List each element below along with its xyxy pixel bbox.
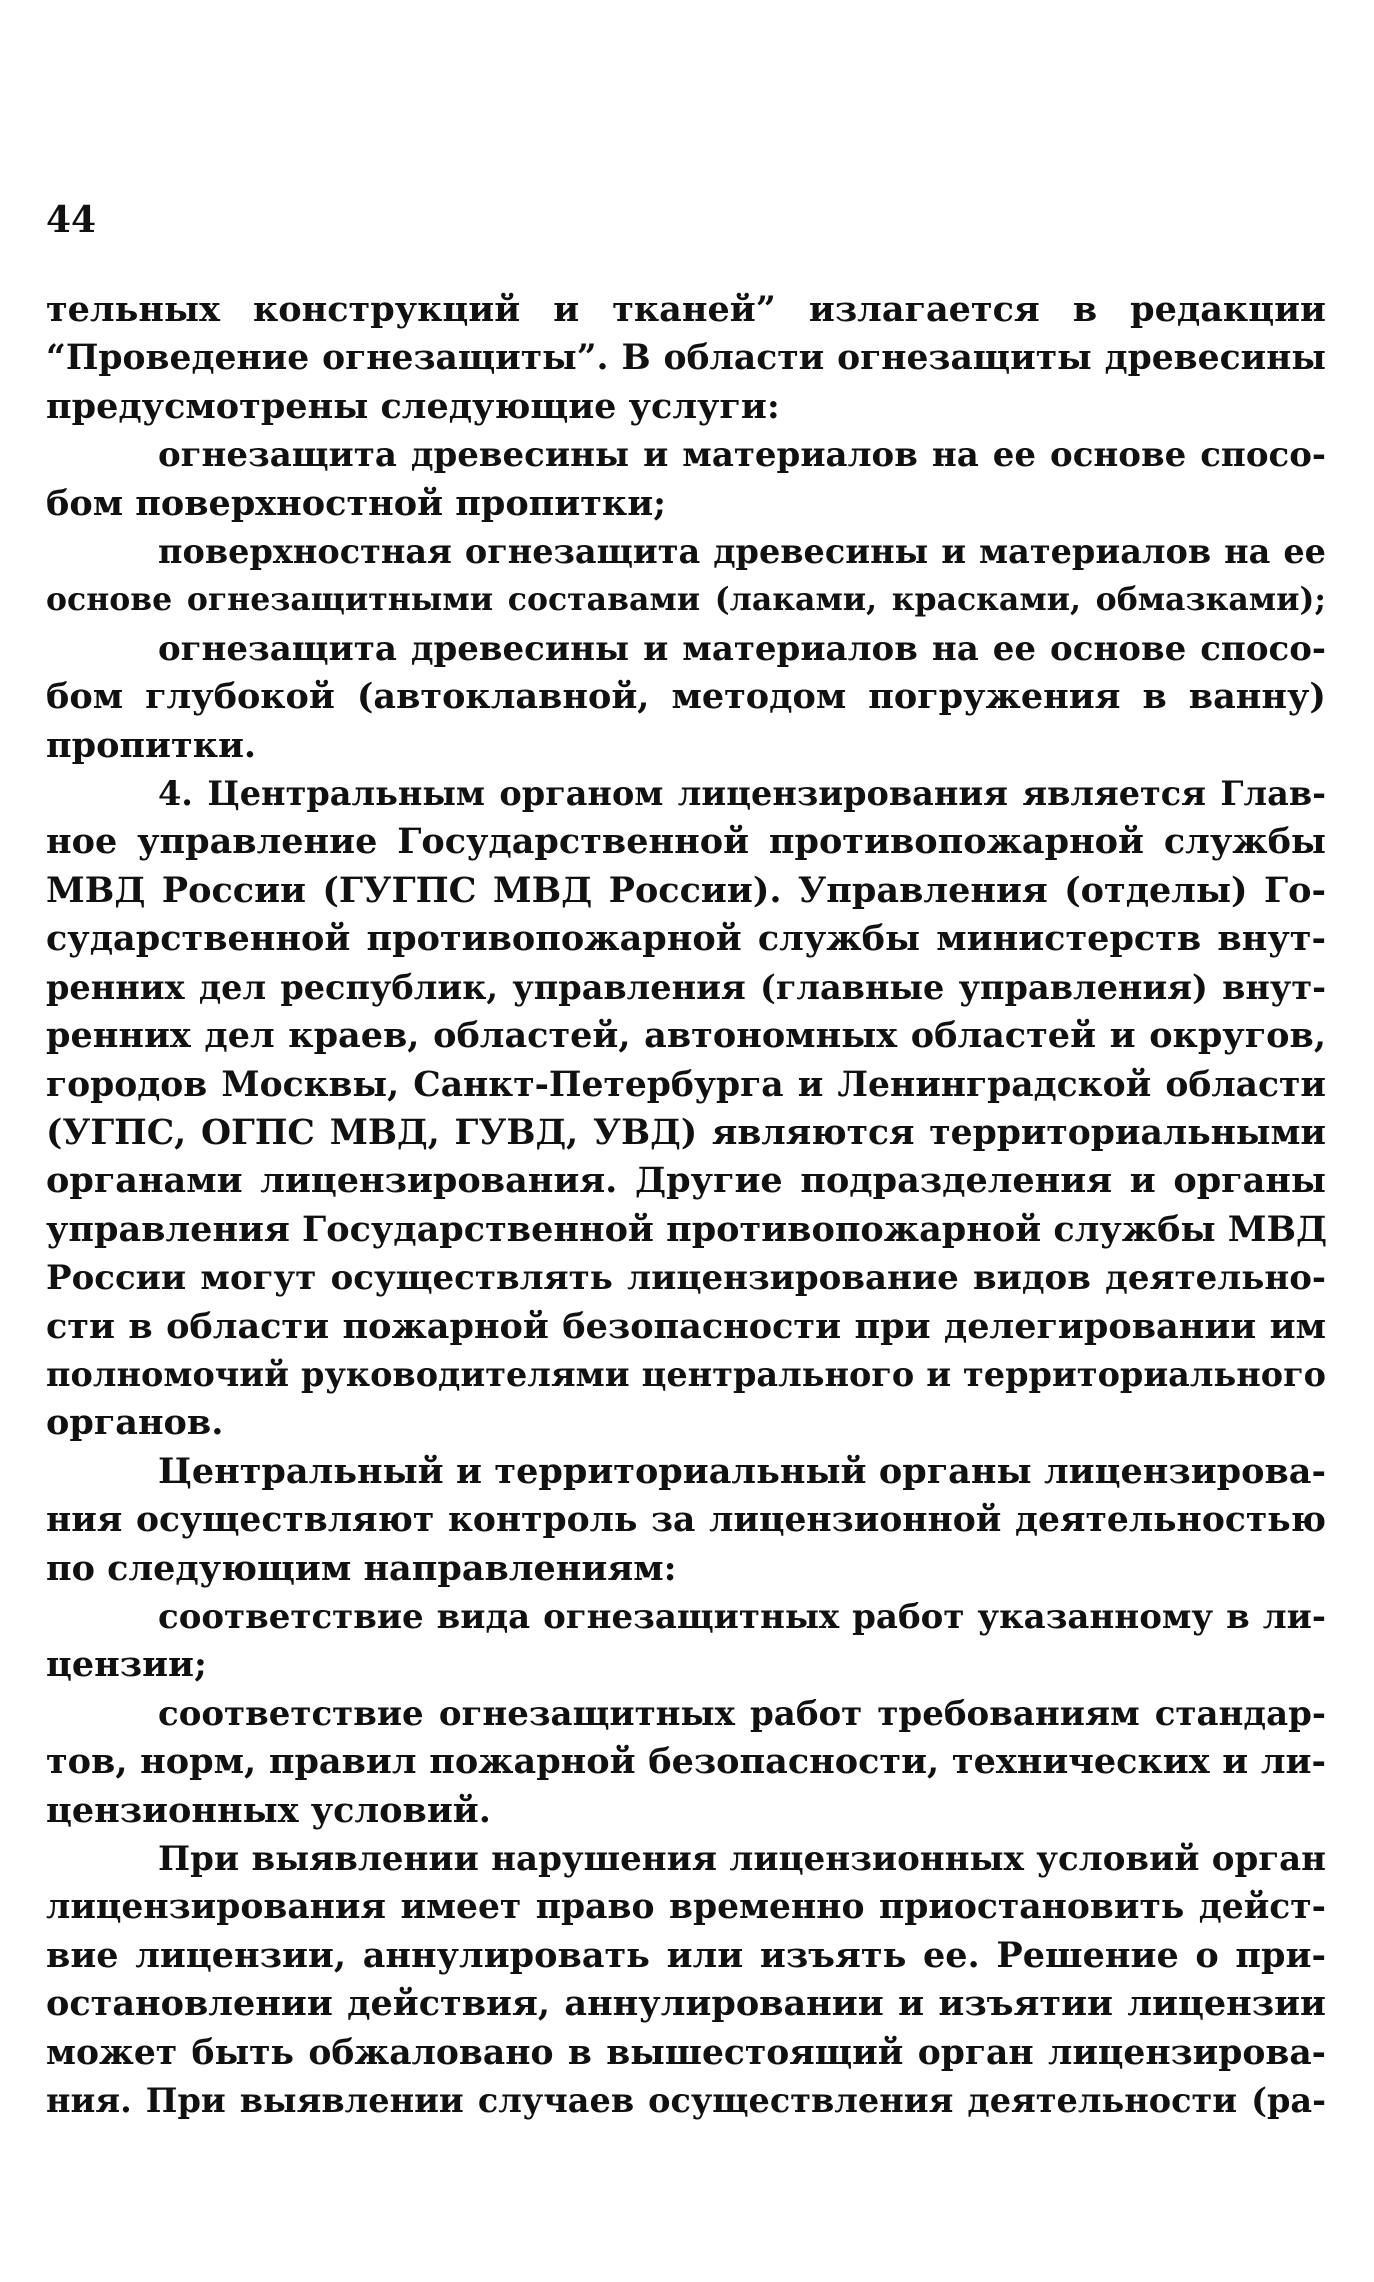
- body-text: [46, 286, 1326, 2125]
- text-line: России могут осуществлять лицензирование видов деятельно-: [46, 1258, 1326, 1299]
- text-line: остановлении действия, аннулировании и изъятии лицензии: [46, 1983, 1326, 2025]
- text-line: сударственной противопожарной службы министерств внут-: [46, 918, 1326, 960]
- text-line: тов, норм, правил пожарной безопасности, технических и ли-: [46, 1741, 1326, 1783]
- page-number: 44: [46, 199, 97, 241]
- text-line: основе огнезащитными составами (лаками, красками, обмазками);: [46, 581, 1326, 619]
- text-line: бом поверхностной пропитки;: [46, 482, 667, 524]
- text-line: огнезащита древесины и материалов на ее основе спосо-: [158, 435, 1326, 476]
- text-line: соответствие вида огнезащитных работ указанному в ли-: [158, 1596, 1326, 1637]
- text-line: органами лицензирования. Другие подразделения и органы: [46, 1160, 1326, 1202]
- text-line: МВД России (ГУГПС МВД России). Управления (отделы) Го-: [46, 869, 1326, 911]
- text-line: пропитки.: [46, 724, 257, 766]
- text-line: ния осуществляют контроль за лицензионной деятельностью: [46, 1500, 1326, 1541]
- text-line: органов.: [46, 1402, 224, 1444]
- text-line: сти в области пожарной безопасности при делегировании им: [46, 1305, 1326, 1347]
- text-line: вие лицензии, аннулировать или изъять ее. Решение о при-: [46, 1934, 1326, 1976]
- text-line: предусмотрены следующие услуги:: [46, 385, 780, 427]
- text-line: 4. Центральным органом лицензирования является Глав-: [158, 774, 1326, 814]
- text-line: бом глубокой (автоклавной, методом погружения в ванну): [46, 676, 1326, 718]
- text-line: ное управление Государственной противопожарной службы: [46, 821, 1326, 863]
- text-line: ренних дел краев, областей, автономных областей и округов,: [46, 1015, 1326, 1057]
- text-line: цензионных условий.: [46, 1789, 491, 1831]
- text-line: ренних дел республик, управления (главные управления) внут-: [46, 967, 1326, 1007]
- text-line: (УГПС, ОГПС МВД, ГУВД, УВД) являются территориальными: [46, 1112, 1326, 1153]
- text-line: “Проведение огнезащиты”. В области огнезащиты древесины: [46, 338, 1326, 379]
- text-line: тельных конструкций и тканей” излагается в редакции: [46, 289, 1326, 330]
- text-line: может быть обжаловано в вышестоящий орган лицензирова-: [46, 2032, 1326, 2073]
- text-line: лицензирования имеет право временно приостановить дейст-: [46, 1887, 1326, 1928]
- text-line: управления Государственной противопожарной службы МВД: [46, 1208, 1328, 1250]
- text-line: цензии;: [46, 1644, 207, 1686]
- text-line: городов Москвы, Санкт-Петербурга и Ленинградской области: [46, 1064, 1326, 1105]
- text-line: ния. При выявлении случаев осуществления деятельности (ра-: [46, 2081, 1326, 2121]
- text-line: Центральный и территориальный органы лицензирова-: [158, 1450, 1326, 1492]
- text-line: огнезащита древесины и материалов на ее основе спосо-: [158, 628, 1326, 669]
- text-line: полномочий руководителями центрального и территориального: [46, 1354, 1326, 1394]
- text-line: по следующим направлениям:: [46, 1547, 677, 1589]
- text-line: поверхностная огнезащита древесины и материалов на ее: [158, 532, 1326, 572]
- text-line: соответствие огнезащитных работ требованиям стандар-: [158, 1693, 1326, 1734]
- text-line: При выявлении нарушения лицензионных условий орган: [158, 1839, 1326, 1879]
